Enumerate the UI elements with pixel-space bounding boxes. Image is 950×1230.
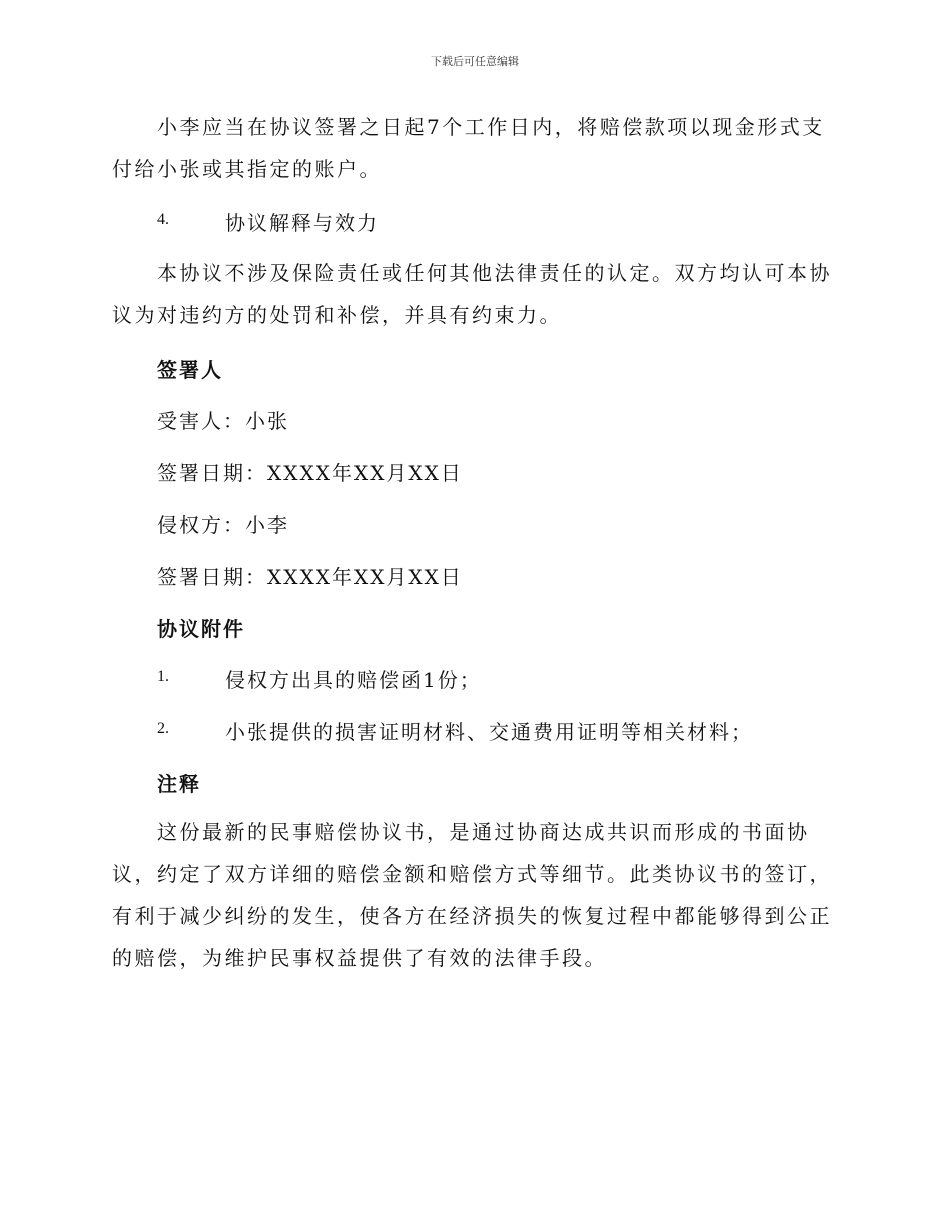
notes-paragraph: 这份最新的民事赔偿协议书，是通过协商达成共识而形成的书面协议，约定了双方详细的赔偿金额和赔偿方式等细节。此类协议书的签订，有利于减少纠纷的发生，使各方在经济损失的恢复过程中都能够得到公正的赔偿，为维护民事权益提供了有效的法律手段。	[112, 820, 832, 970]
section-4-number: 4.	[157, 211, 169, 228]
infringer-line: 侵权方：小李	[157, 513, 289, 537]
attachment-number: 2.	[157, 720, 169, 737]
payment-paragraph: 小李应当在协议签署之日起7个工作日内，将赔偿款项以现金形式支付给小张或其指定的账户。	[112, 115, 825, 181]
notes-heading: 注释	[157, 772, 201, 796]
section-4-title: 协议解释与效力	[225, 211, 379, 235]
attachment-text: 小张提供的损害证明材料、交通费用证明等相关材料；	[225, 720, 753, 744]
signatories-heading: 签署人	[157, 358, 223, 382]
attachments-heading: 协议附件	[157, 617, 245, 641]
effect-paragraph: 本协议不涉及保险责任或任何其他法律责任的认定。双方均认可本协议为对违约方的处罚和补偿，并具有约束力。	[112, 261, 832, 327]
victim-line: 受害人：小张	[157, 409, 289, 433]
attachment-text: 侵权方出具的赔偿函1份；	[225, 668, 482, 692]
attachment-number: 1.	[157, 668, 169, 685]
page-header: 下载后可任意编辑	[431, 55, 519, 68]
victim-date-line: 签署日期：XXXX年XX月XX日	[157, 461, 463, 485]
infringer-date-line: 签署日期：XXXX年XX月XX日	[157, 565, 463, 589]
